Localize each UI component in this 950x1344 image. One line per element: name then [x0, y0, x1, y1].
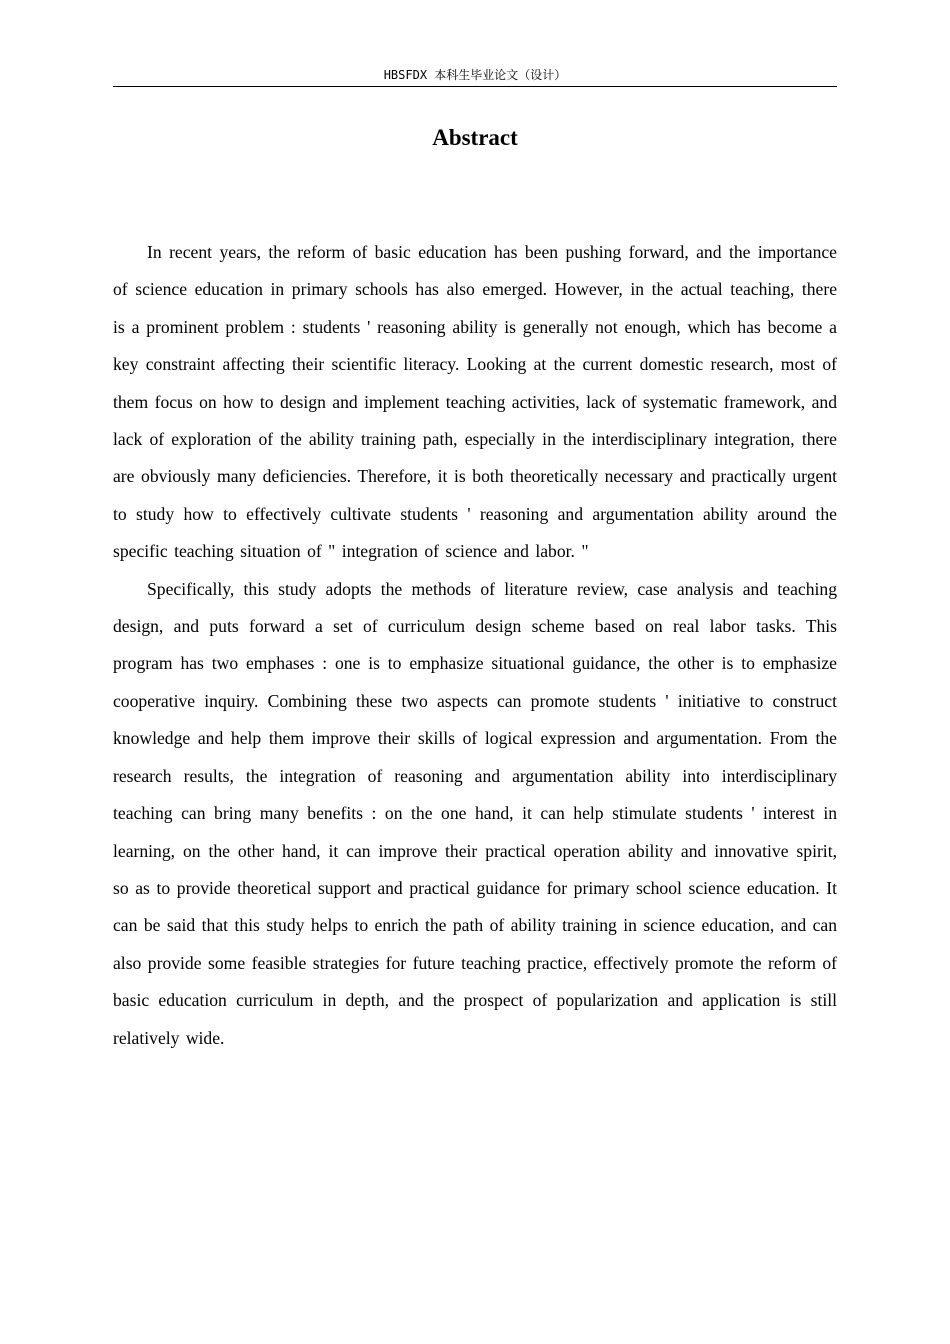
abstract-paragraph-2: Specifically, this study adopts the methods of literature review, case analysis and teaching design, and puts forward a set of curriculum design scheme based on real labor tasks. This program has two emphases : one is to emphasize situational guidance, the other is to emphasize cooperative inquiry. Combining these two aspects can promote students ' initiative to construct knowledge and help them improve their skills of logical expression and argumentation. From the research results, the integration of reasoning and argumentation ability into interdisciplinary teaching can bring many benefits : on the one hand, it can help stimulate students ' interest in learning, on the other hand, it can improve their practical operation ability and innovative spirit, so as to provide theoretical support and practical guidance for primary school science education. It can be said that this study helps to enrich the path of ability training in science education, and can also provide some feasible strategies for future teaching practice, effectively promote the reform of basic education curriculum in depth, and the prospect of popularization and application is still relatively wide. [113, 578, 837, 1048]
page-header: HBSFDX 本科生毕业论文（设计） [113, 66, 837, 87]
abstract-title: Abstract [432, 125, 518, 150]
abstract-paragraph-1: In recent years, the reform of basic education has been pushing forward, and the importance of science education in primary schools has also emerged. However, in the actual teaching, there is a prominent problem : students ' reasoning ability is generally not enough, which has become a key constraint affecting their scientific literacy. Looking at the current domestic research, most of them focus on how to design and implement teaching activities, lack of systematic framework, and lack of exploration of the ability training path, especially in the interdisciplinary integration, there are obviously many deficiencies. Therefore, it is both theoretically necessary and practically urgent to study how to effectively cultivate students ' reasoning and argumentation ability around the specific teaching situation of " integration of science and labor. " [113, 242, 837, 562]
abstract-body [113, 234, 837, 1057]
